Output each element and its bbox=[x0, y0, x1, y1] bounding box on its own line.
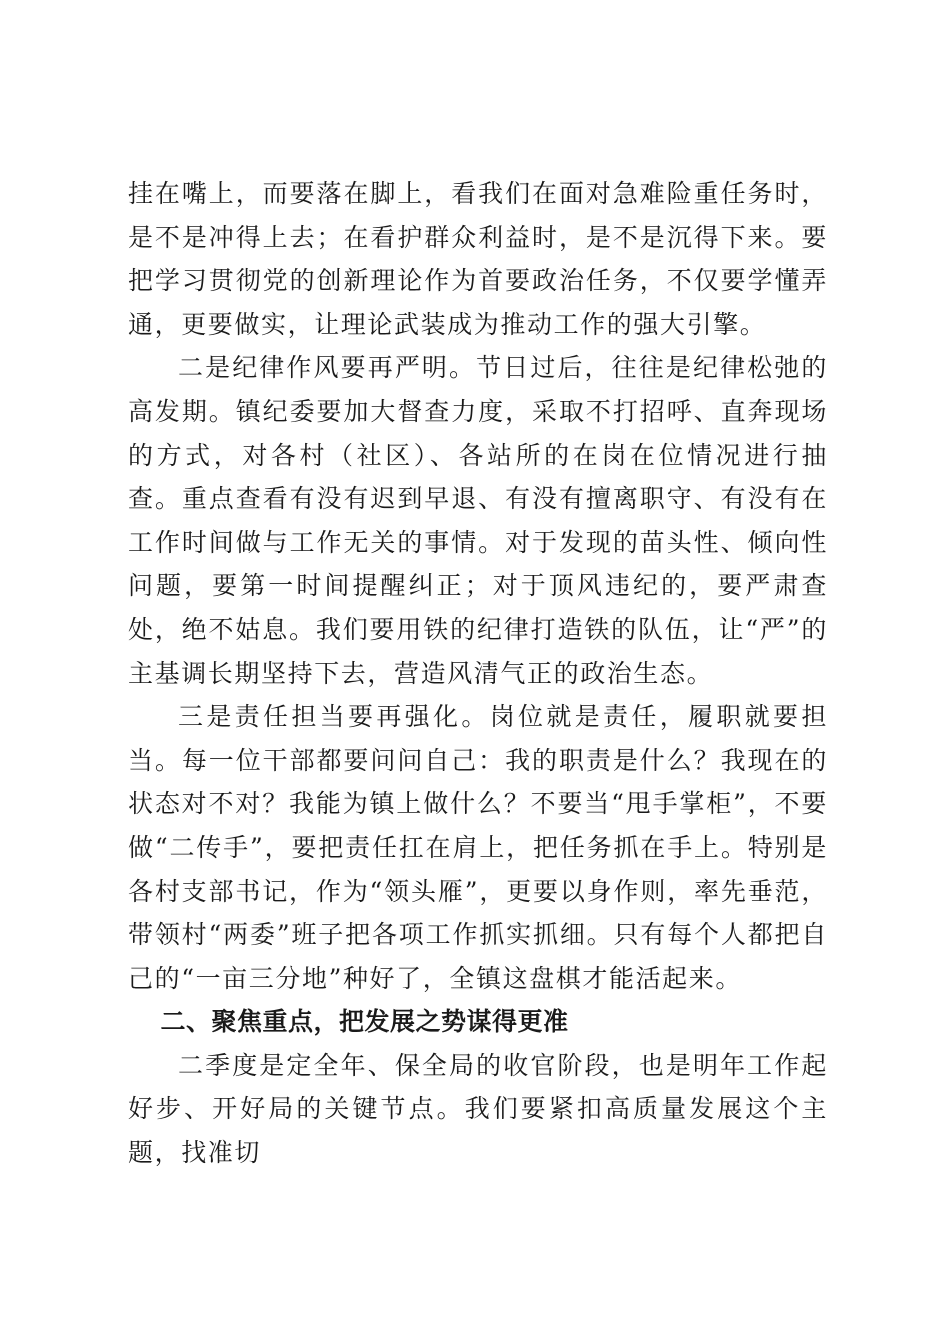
paragraph-continuation: 挂在嘴上，而要落在脚上，看我们在面对急难险重任务时，是不是冲得上去；在看护群众利益时，是不是沉得下来。要把学习贯彻党的创新理论作为首要政治任务，不仅要学懂弄通，更要做实，让理论武装成为推动工作的强大引擎。 bbox=[128, 179, 828, 339]
document-body bbox=[128, 172, 828, 1175]
paragraph-responsibility: 三是责任担当要再强化。岗位就是责任，履职就要担当。每一位干部都要问问自己：我的职责是什么？我现在的状态对不对？我能为镇上做什么？不要当“甩手掌柜”，不要做“二传手”，要把责任扛在肩上，把任务抓在手上。特别是各村支部书记，作为“领头雁”，更要以身作则，率先垂范，带领村“两委”班子把各项工作抓实抓细。只有每个人都把自己的“一亩三分地”种好了，全镇这盘棋才能活起来。 bbox=[128, 702, 828, 993]
section-heading: 二、聚焦重点，把发展之势谋得更准 bbox=[160, 1007, 569, 1037]
paragraph-second-quarter: 二季度是定全年、保全局的收官阶段，也是明年工作起好步、开好局的关键节点。我们要紧扣高质量发展这个主题，找准切 bbox=[128, 1050, 828, 1168]
paragraph-discipline: 二是纪律作风要再严明。节日过后，往往是纪律松弛的高发期。镇纪委要加大督查力度，采取不打招呼、直奔现场的方式，对各村（社区）、各站所的在岗在位情况进行抽查。重点查看有没有迟到早退、有没有擅离职守、有没有在工作时间做与工作无关的事情。对于发现的苗头性、倾向性问题，要第一时间提醒纠正；对于顶风违纪的，要严肃查处，绝不姑息。我们要用铁的纪律打造铁的队伍，让“严”的主基调长期坚持下去，营造风清气正的政治生态。 bbox=[128, 353, 828, 688]
